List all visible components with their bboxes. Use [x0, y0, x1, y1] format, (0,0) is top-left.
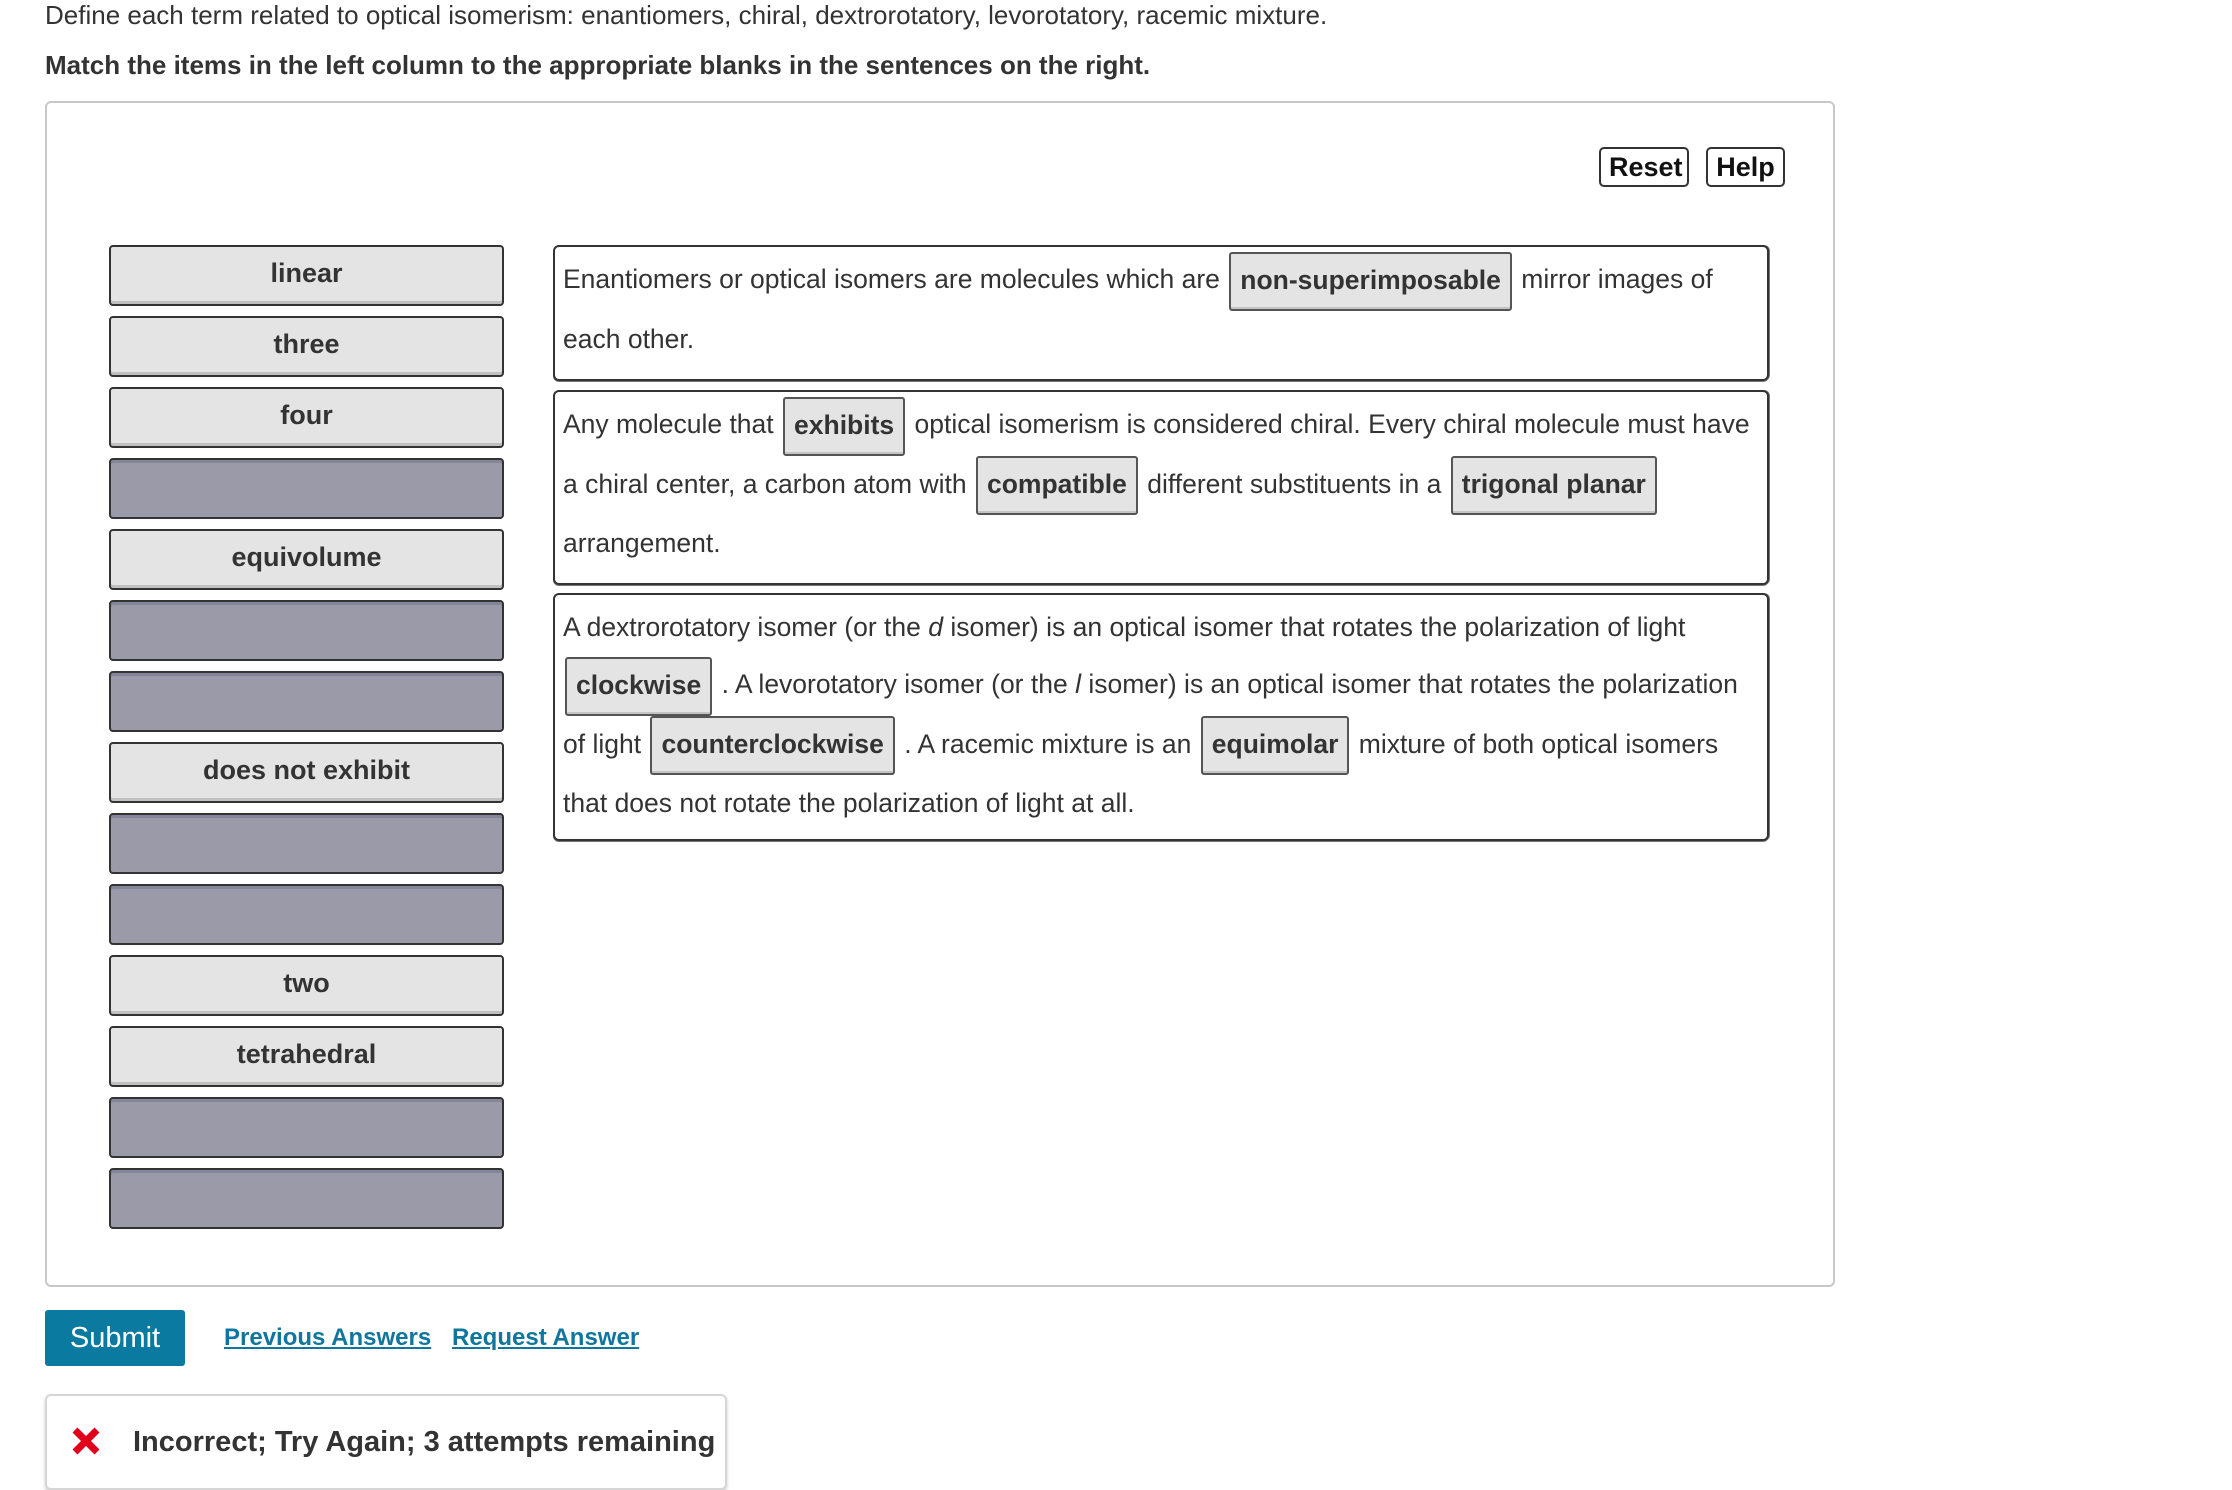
sentence-text: optical isomerism is considered chiral. Every chiral molecule must have a chiral center, a carbon atom with [563, 409, 1750, 499]
sentence-text: . A levorotatory isomer (or the [721, 669, 1068, 699]
empty-tile-slot [109, 458, 504, 519]
answer-tile[interactable]: two [109, 955, 504, 1016]
sentence-text: isomer) is an optical isomer that rotates the polarization of light [563, 669, 1738, 759]
answer-tile[interactable]: linear [109, 245, 504, 306]
answer-tile[interactable]: three [109, 316, 504, 377]
sentence-text: A dextrorotatory isomer (or the [563, 612, 921, 642]
drop-blank[interactable]: equimolar [1201, 716, 1350, 775]
sentence-text: mixture of both optical isomers that does not rotate the polarization of light at all. [563, 728, 1719, 818]
empty-tile-slot [109, 671, 504, 732]
question-direction: Match the items in the left column to the appropriate blanks in the sentences on the right. [45, 50, 1151, 80]
empty-tile-slot [109, 813, 504, 874]
drop-blank[interactable]: exhibits [783, 397, 905, 456]
empty-tile-slot [109, 1097, 504, 1158]
feedback-box [45, 1394, 727, 1490]
help-button[interactable]: Help [1706, 147, 1785, 187]
sentence-text: isomer) is an optical isomer that rotates the polarization of light [950, 612, 1686, 642]
incorrect-x-icon [71, 1426, 101, 1456]
sentence-text: Enantiomers or optical isomers are molecules which are [563, 264, 1220, 294]
sentence-box-chiral [553, 390, 1769, 585]
submit-button[interactable]: Submit [45, 1310, 185, 1366]
empty-tile-slot [109, 884, 504, 945]
empty-tile-slot [109, 600, 504, 661]
empty-tile-slot [109, 1168, 504, 1229]
sentence-text: Any molecule that [563, 409, 774, 439]
drop-blank[interactable]: compatible [976, 456, 1138, 515]
question-intro: Define each term related to optical isomerism: enantiomers, chiral, dextrorotatory, levorotatory, racemic mixture. [45, 0, 1328, 30]
answer-tile[interactable]: does not exhibit [109, 742, 504, 803]
matching-panel [45, 101, 1835, 1287]
reset-button[interactable]: Reset [1599, 147, 1689, 187]
sentence-text: different substituents in a [1147, 468, 1442, 499]
answer-tile[interactable]: tetrahedral [109, 1026, 504, 1087]
sentence-text: . A racemic mixture is an [904, 728, 1192, 759]
sentence-box-enantiomers [553, 245, 1769, 381]
sentence-box-rotation [553, 593, 1769, 841]
sentence-text: mirror images of each other. [563, 264, 1713, 354]
request-answer-link[interactable]: Request Answer [452, 1324, 640, 1351]
previous-answers-link[interactable]: Previous Answers [224, 1324, 432, 1351]
drop-blank[interactable]: clockwise [565, 657, 712, 716]
sentence-text: arrangement. [563, 528, 721, 558]
drop-blank[interactable]: non-superimposable [1229, 252, 1512, 311]
sentence-italic-l: l [1075, 669, 1081, 699]
drop-blank[interactable]: trigonal planar [1451, 456, 1657, 515]
answer-tile[interactable]: four [109, 387, 504, 448]
sentence-italic-d: d [928, 612, 944, 642]
drop-blank[interactable]: counterclockwise [650, 716, 894, 775]
answer-tile[interactable]: equivolume [109, 529, 504, 590]
feedback-message: Incorrect; Try Again; 3 attempts remaining [133, 1426, 716, 1458]
